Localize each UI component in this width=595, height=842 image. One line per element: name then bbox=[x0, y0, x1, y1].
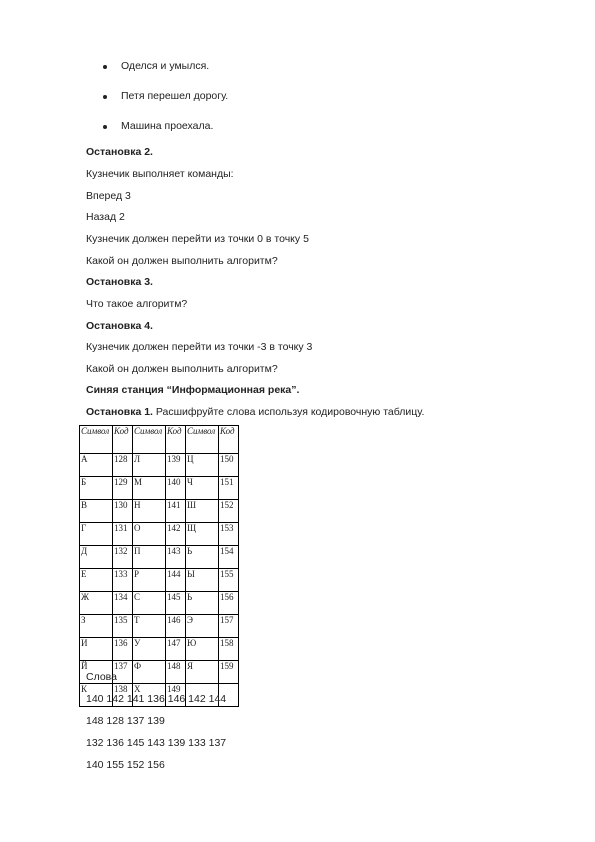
table-cell: 149 bbox=[166, 684, 186, 707]
table-cell: 142 bbox=[166, 523, 186, 546]
table-cell: 134 bbox=[113, 592, 133, 615]
table-cell: 129 bbox=[113, 477, 133, 500]
table-cell: И bbox=[80, 638, 113, 661]
table-cell: Ь bbox=[186, 546, 219, 569]
table-cell: Р bbox=[133, 569, 166, 592]
table-cell: М bbox=[133, 477, 166, 500]
table-cell: У bbox=[133, 638, 166, 661]
table-header-cell: Код bbox=[167, 426, 182, 436]
table-cell: 128 bbox=[113, 454, 133, 477]
table-cell: З bbox=[80, 615, 113, 638]
table-cell: 159 bbox=[219, 661, 239, 684]
table-cell: П bbox=[133, 546, 166, 569]
paragraph: Что такое алгоритм? bbox=[86, 298, 188, 310]
table-cell: 143 bbox=[166, 546, 186, 569]
table-cell: 156 bbox=[219, 592, 239, 615]
table-row bbox=[80, 638, 239, 661]
table-cell: 147 bbox=[166, 638, 186, 661]
stop4-heading: Остановка 4. bbox=[86, 320, 153, 332]
stop1-text: Расшифруйте слова используя кодировочную таблицу. bbox=[152, 406, 425, 418]
table-cell: Т bbox=[133, 615, 166, 638]
table-row bbox=[80, 477, 239, 500]
table-cell: Д bbox=[80, 546, 113, 569]
stop3-heading: Остановка 3. bbox=[86, 276, 153, 288]
table-cell: В bbox=[80, 500, 113, 523]
station-title: Синяя станция “Информационная река”. bbox=[86, 384, 300, 396]
table-cell: Е bbox=[80, 569, 113, 592]
table-cell: Ц bbox=[186, 454, 219, 477]
table-cell: Я bbox=[186, 661, 219, 684]
table-cell: 152 bbox=[219, 500, 239, 523]
table-row bbox=[80, 500, 239, 523]
table-cell: 135 bbox=[113, 615, 133, 638]
table-cell: 141 bbox=[166, 500, 186, 523]
table-header-cell: Код bbox=[114, 426, 129, 436]
code-table bbox=[79, 425, 239, 707]
table-cell: Х bbox=[133, 684, 166, 707]
table-cell: Й bbox=[80, 661, 113, 684]
paragraph: Какой он должен выполнить алгоритм? bbox=[86, 363, 278, 375]
table-cell: Ь bbox=[186, 592, 219, 615]
paragraph: Вперед 3 bbox=[86, 190, 131, 202]
table-row bbox=[80, 615, 239, 638]
bullet-item: Оделся и умылся. bbox=[121, 60, 210, 72]
table-cell: Л bbox=[133, 454, 166, 477]
words-line: 132 136 145 143 139 133 137 bbox=[86, 737, 227, 749]
words-line: 140 142 141 136 146 142 144 bbox=[86, 693, 227, 705]
table-cell: 150 bbox=[219, 454, 239, 477]
table-header-cell: Символ bbox=[134, 426, 163, 436]
table-cell: Ч bbox=[186, 477, 219, 500]
table-cell: Ф bbox=[133, 661, 166, 684]
table-cell: 140 bbox=[166, 477, 186, 500]
table-cell: Ы bbox=[186, 569, 219, 592]
table-cell: 131 bbox=[113, 523, 133, 546]
table-cell: Ш bbox=[186, 500, 219, 523]
table-cell: 132 bbox=[113, 546, 133, 569]
table-row bbox=[80, 592, 239, 615]
table-cell: 146 bbox=[166, 615, 186, 638]
table-cell: Н bbox=[133, 500, 166, 523]
stop1-heading: Остановка 1. bbox=[86, 406, 153, 418]
paragraph: Какой он должен выполнить алгоритм? bbox=[86, 255, 278, 267]
table-row bbox=[80, 454, 239, 477]
table-cell: 138 bbox=[113, 684, 133, 707]
table-row bbox=[80, 569, 239, 592]
table-header-cell: Символ bbox=[81, 426, 110, 436]
table-header-cell: Символ bbox=[187, 426, 216, 436]
table-cell: 145 bbox=[166, 592, 186, 615]
words-line: 148 128 137 139 bbox=[86, 715, 165, 727]
table-cell: 144 bbox=[166, 569, 186, 592]
table-cell: О bbox=[133, 523, 166, 546]
table-cell: Ю bbox=[186, 638, 219, 661]
bullet-icon bbox=[103, 65, 107, 69]
bullet-item: Петя перешел дорогу. bbox=[121, 90, 229, 102]
table-header-cell: Код bbox=[220, 426, 235, 436]
table-row bbox=[80, 546, 239, 569]
paragraph: Кузнечик выполняет команды: bbox=[86, 168, 234, 180]
table-cell: 153 bbox=[219, 523, 239, 546]
table-cell: Щ bbox=[186, 523, 219, 546]
paragraph: Кузнечик должен перейти из точки -3 в точку 3 bbox=[86, 341, 313, 353]
table-cell: К bbox=[80, 684, 113, 707]
table-cell: Г bbox=[80, 523, 113, 546]
table-cell: 130 bbox=[113, 500, 133, 523]
table-row bbox=[80, 523, 239, 546]
table-cell: 148 bbox=[166, 661, 186, 684]
table-cell: 136 bbox=[113, 638, 133, 661]
table-cell: 155 bbox=[219, 569, 239, 592]
stop2-heading: Остановка 2. bbox=[86, 146, 153, 158]
table-cell: 151 bbox=[219, 477, 239, 500]
paragraph: Назад 2 bbox=[86, 211, 125, 223]
table-cell: Ж bbox=[80, 592, 113, 615]
table-cell: 139 bbox=[166, 454, 186, 477]
table-cell: 158 bbox=[219, 638, 239, 661]
table-cell: С bbox=[133, 592, 166, 615]
table-cell: 157 bbox=[219, 615, 239, 638]
paragraph: Кузнечик должен перейти из точки 0 в точку 5 bbox=[86, 233, 309, 245]
stop1-line bbox=[86, 406, 424, 419]
table-cell: А bbox=[80, 454, 113, 477]
bullet-icon bbox=[103, 95, 107, 99]
bullet-icon bbox=[103, 125, 107, 129]
table-cell: 133 bbox=[113, 569, 133, 592]
table-cell: Э bbox=[186, 615, 219, 638]
table-cell: 137 bbox=[113, 661, 133, 684]
bullet-item: Машина проехала. bbox=[121, 120, 214, 132]
table-cell: Б bbox=[80, 477, 113, 500]
words-label: Слова bbox=[86, 671, 117, 683]
words-line: 140 155 152 156 bbox=[86, 759, 165, 771]
table-cell: 154 bbox=[219, 546, 239, 569]
table-header-row bbox=[80, 426, 239, 454]
